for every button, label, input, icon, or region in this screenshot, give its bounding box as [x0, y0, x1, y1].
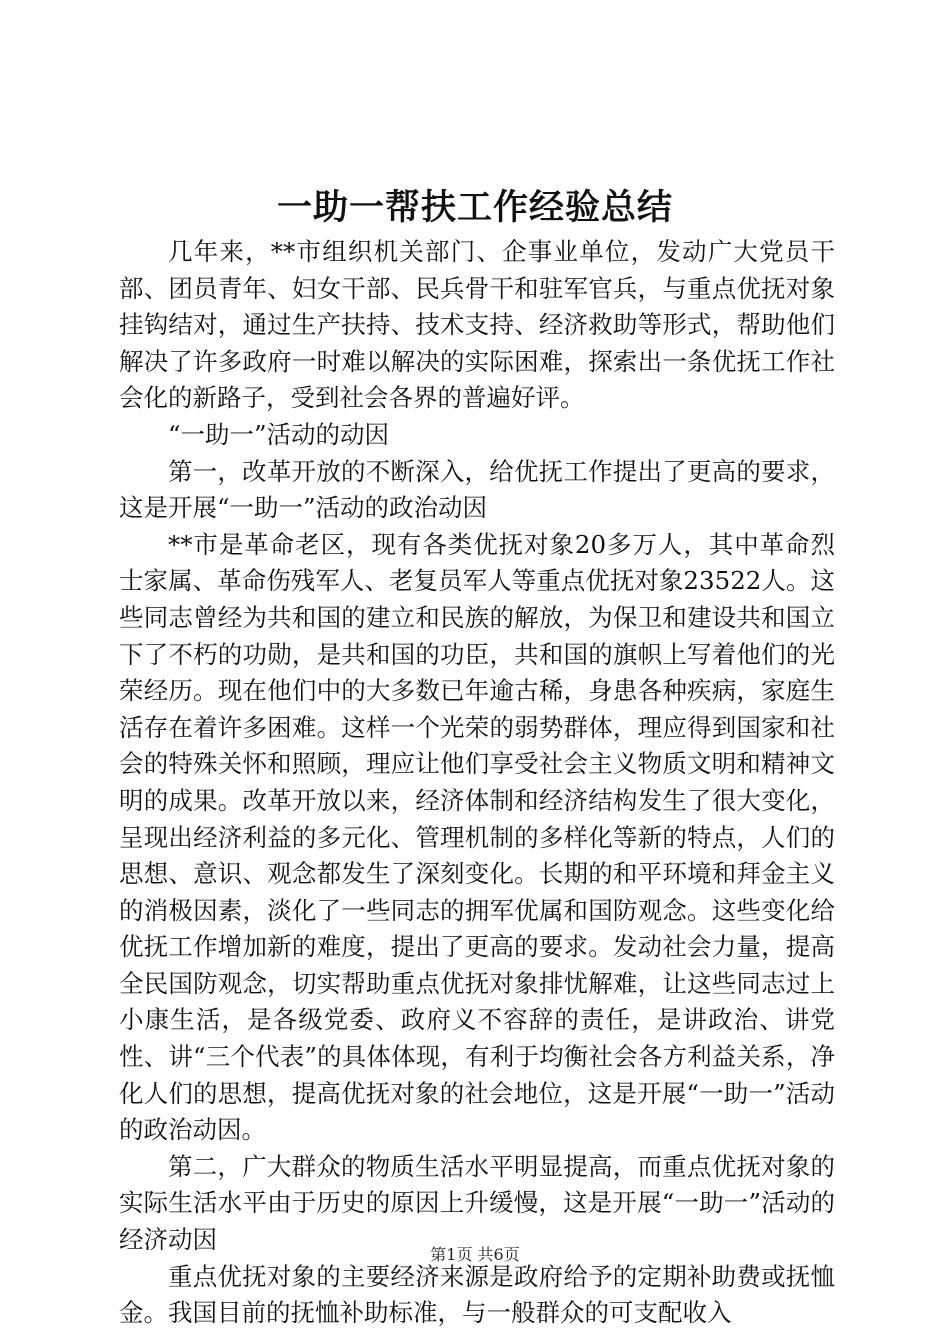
- document-title: 一助一帮扶工作经验总结: [276, 187, 673, 228]
- paragraph-political-motivation: **市是革命老区，现有各类优抚对象20多万人，其中革命烈士家属、革命伤残军人、老复员军人等重点优抚对象23522人。这些同志曾经为共和国的建立和民族的解放，为保卫和建设共和国立下了不朽的功勋，是共和国的功臣，共和国的旗帜上写着他们的光荣经历。现在他们中的大多数已年逾古稀，身患各种疾病，家庭生活存在着许多困难。这样一个光荣的弱势群体，理应得到国家和社会的特殊关怀和照顾，理应让他们享受社会主义物质文明和精神文明的成果。改革开放以来，经济体制和经济结构发生了很大变化，呈现出经济利益的多元化、管理机制的多样化等新的特点，人们的思想、意识、观念都发生了深刻变化。长期的和平环境和拜金主义的消极因素，淡化了一些同志的拥军优属和国防观念。这些变化给优抚工作增加新的难度，提出了更高的要求。发动社会力量，提高全民国防观念，切实帮助重点优抚对象排忧解难，让这些同志过上小康生活，是各级党委、政府义不容辞的责任，是讲政治、讲党性、讲“三个代表”的具体体现，有利于均衡社会各方利益关系，净化人们的思想，提高优抚对象的社会地位，这是开展“一助一”活动的政治动因。: [119, 529, 835, 1145]
- paragraph-intro: 几年来，**市组织机关部门、企事业单位，发动广大党员干部、团员青年、妇女干部、民兵骨干和驻军官兵，与重点优抚对象挂钩结对，通过生产扶持、技术支持、经济救助等形式，帮助他们解决了许多政府一时难以解决的实际困难，探索出一条优抚工作社会化的新路子，受到社会各界的普遍好评。: [119, 237, 835, 413]
- document-body: [119, 234, 835, 1332]
- paragraph-economic-motivation: 重点优抚对象的主要经济来源是政府给予的定期补助费或抚恤金。我国目前的抚恤补助标准，与一般群众的可支配收入: [119, 1261, 835, 1328]
- page-footer: 第1页 共6页: [430, 1245, 520, 1264]
- section-heading-motivation: “一助一”活动的动因: [168, 419, 390, 449]
- paragraph-second-point: 第二，广大群众的物质生活水平明显提高，而重点优抚对象的实际生活水平由于历史的原因上升缓慢，这是开展“一助一”活动的经济动因: [119, 1151, 835, 1255]
- paragraph-first-point: 第一，改革开放的不断深入，给优抚工作提出了更高的要求，这是开展“一助一”活动的政治动因: [119, 456, 835, 523]
